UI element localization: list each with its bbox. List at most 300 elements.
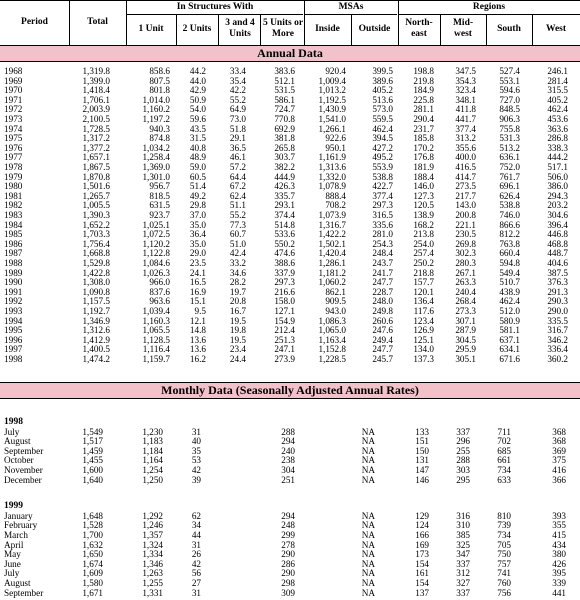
cell-msa: NA	[361, 426, 375, 437]
cell-total: 1,528	[82, 520, 103, 531]
cell-two-units: 16.5	[189, 277, 206, 288]
cell-period: 1992	[4, 296, 23, 307]
cell-midwest: 303	[456, 465, 470, 475]
cell-five-more: 383.6	[274, 66, 295, 76]
cell-total: 1,668.8	[82, 248, 110, 259]
cell-three-four: 46.1	[229, 152, 246, 163]
col-total: Total	[87, 17, 108, 27]
cell-west: 405.2	[547, 94, 568, 105]
cell-outside: 462.4	[372, 123, 393, 134]
cell-one-unit: 1,072.5	[142, 229, 170, 240]
cell-one-unit: 1,184	[142, 445, 163, 456]
cell-northeast: 133	[415, 426, 429, 437]
cell-outside: 249.4	[372, 334, 393, 345]
cell-midwest: 240.4	[455, 286, 476, 297]
cell-south: 594.8	[499, 258, 520, 268]
cell-west: 294.3	[547, 190, 568, 201]
cell-one-unit: 1,331	[142, 587, 163, 598]
cell-one-unit: 1,263	[142, 568, 163, 579]
cell-period: 1989	[4, 267, 23, 278]
cell-one-unit: 1,122.8	[142, 248, 170, 259]
cell-south: 510.7	[499, 277, 520, 288]
cell-outside: 316.5	[372, 210, 393, 220]
col-5-units-more: 5 Units or More	[262, 18, 304, 39]
divider	[260, 14, 261, 45]
cell-northeast: 173	[415, 549, 429, 560]
annual-data-band: Annual Data	[0, 45, 580, 62]
cell-midwest: 305.1	[455, 354, 476, 364]
cell-three-four: 77.3	[229, 219, 246, 230]
cell-northeast: 123.4	[413, 315, 434, 326]
cell-south: 538.8	[499, 200, 520, 211]
cell-msa: NA	[361, 465, 375, 475]
cell-northeast: 117.6	[413, 306, 434, 316]
cell-outside: 335.6	[372, 219, 393, 230]
cell-two-units: 16.2	[189, 354, 206, 364]
cell-five-more: 514.8	[274, 219, 295, 230]
cell-five-more: 335.7	[274, 190, 295, 201]
cell-west: 246.1	[547, 66, 568, 76]
cell-west: 387.5	[547, 267, 568, 278]
cell-period: January	[4, 510, 33, 521]
cell-west: 468.8	[547, 238, 568, 249]
cell-south: 634.1	[499, 344, 520, 355]
cell-two-units: 15.1	[189, 296, 206, 307]
cell-total: 1,756.4	[82, 238, 110, 249]
cell-period: 1970	[4, 85, 23, 96]
cell-three-four: 55.2	[229, 94, 246, 105]
cell-two-units: 51.4	[189, 181, 206, 192]
cell-west: 416	[552, 465, 566, 475]
cell-total: 1,312.6	[82, 325, 110, 336]
cell-midwest: 304.5	[455, 334, 476, 345]
cell-south: 685	[497, 445, 511, 456]
cell-one-unit: 1,357	[142, 530, 163, 540]
cell-msa: NA	[361, 578, 375, 588]
cell-period: 1969	[4, 75, 23, 86]
cell-south: 741	[497, 568, 511, 579]
cell-northeast: 184.9	[413, 85, 434, 96]
cell-two-units: 24.1	[189, 267, 206, 278]
cell-period: June	[4, 558, 21, 569]
cell-two-four: 31	[191, 426, 201, 437]
cell-west: 462.4	[547, 104, 568, 115]
cell-five-more: 154.9	[274, 315, 295, 326]
cell-total: 1,580	[82, 578, 103, 588]
cell-five-more: 692.9	[274, 123, 295, 134]
cell-midwest: 310	[456, 520, 470, 531]
cell-inside: 1,181.2	[318, 267, 346, 278]
cell-period: 1990	[4, 277, 23, 288]
cell-northeast: 219.8	[413, 75, 434, 86]
cell-west: 369	[552, 445, 566, 456]
cell-five-more: 531.5	[274, 85, 295, 96]
cell-midwest: 230.5	[455, 229, 476, 240]
cell-msa: NA	[361, 539, 375, 550]
cell-midwest: 302.3	[455, 248, 476, 259]
cell-five-more: 444.9	[274, 171, 295, 182]
cell-total: 1,390.3	[82, 210, 110, 220]
cell-northeast: 131	[415, 455, 429, 466]
cell-three-four: 36.5	[229, 142, 246, 153]
cell-midwest: 416.5	[455, 162, 476, 172]
cell-south: 848.5	[499, 104, 520, 115]
cell-south: 671.6	[499, 354, 520, 364]
cell-northeast: 170.2	[413, 142, 434, 153]
cell-three-four: 42.2	[229, 85, 246, 96]
cell-three-four: 51.1	[229, 200, 246, 211]
cell-inside: 1,073.9	[318, 210, 346, 220]
cell-two-four: 35	[191, 445, 201, 456]
cell-inside: 1,502.1	[318, 238, 346, 249]
cell-inside: 1,228.5	[318, 354, 346, 364]
cell-two-units: 60.5	[189, 171, 206, 182]
cell-five-more: 512.1	[274, 75, 295, 86]
cell-northeast: 188.4	[413, 171, 434, 182]
cell-outside: 241.7	[372, 267, 393, 278]
cell-two-units: 16.9	[189, 286, 206, 297]
cell-two-units: 29.0	[189, 248, 206, 259]
cell-five-more: 290	[281, 549, 295, 560]
cell-northeast: 218.8	[413, 267, 434, 278]
cell-northeast: 185.8	[413, 133, 434, 144]
cell-one-unit: 1,197.2	[142, 114, 170, 124]
cell-west: 290.3	[547, 296, 568, 307]
cell-two-four: 31	[191, 587, 201, 598]
cell-midwest: 411.8	[455, 104, 476, 115]
cell-south: 513.2	[499, 142, 520, 153]
col-2-units: 2 Units	[182, 24, 212, 34]
cell-west: 386.0	[547, 181, 568, 192]
cell-two-units: 37.0	[189, 210, 206, 220]
cell-midwest: 143.0	[455, 200, 476, 211]
cell-south: 527.4	[499, 66, 520, 76]
cell-midwest: 325	[456, 539, 470, 550]
cell-total: 1,377.2	[82, 142, 110, 153]
cell-five-more: 251.3	[274, 334, 295, 345]
cell-west: 517.1	[547, 162, 568, 172]
cell-south: 633	[497, 474, 511, 485]
cell-south: 594.6	[499, 85, 520, 96]
cell-midwest: 347.5	[455, 66, 476, 76]
cell-midwest: 377.4	[455, 123, 476, 134]
cell-inside: 708.2	[325, 200, 346, 211]
cell-west: 360.2	[547, 354, 568, 364]
cell-five-more: 273.9	[274, 354, 295, 364]
cell-northeast: 290.4	[413, 114, 434, 124]
cell-inside: 943.0	[325, 306, 346, 316]
cell-five-more: 337.9	[274, 267, 295, 278]
cell-period: 1982	[4, 200, 23, 211]
cell-five-more: 426.3	[274, 181, 295, 192]
cell-outside: 513.6	[372, 94, 393, 105]
cell-south: 756	[497, 587, 511, 598]
cell-msa: NA	[361, 510, 375, 521]
cell-south: 761.7	[499, 171, 520, 182]
cell-total: 1,609	[82, 568, 103, 579]
cell-west: 346.2	[547, 334, 568, 345]
cell-northeast: 225.8	[413, 94, 434, 105]
cell-midwest: 269.8	[455, 238, 476, 249]
cell-period: 1998	[4, 354, 23, 364]
cell-outside: 281.0	[372, 229, 393, 240]
cell-northeast: 157.7	[413, 277, 434, 288]
cell-west: 376.3	[547, 277, 568, 288]
cell-inside: 1,286.1	[318, 258, 346, 268]
cell-total: 1,157.5	[82, 296, 110, 307]
cell-inside: 1,316.7	[318, 219, 346, 230]
cell-one-unit: 631.5	[149, 200, 170, 211]
table-header	[0, 0, 580, 45]
cell-inside: 950.1	[325, 142, 346, 153]
cell-one-unit: 963.6	[149, 296, 170, 307]
cell-outside: 247.6	[372, 325, 393, 336]
cell-northeast: 151	[415, 436, 429, 447]
cell-west: 444.2	[547, 152, 568, 163]
col-midwest: Mid-west	[452, 18, 474, 39]
cell-period: 1993	[4, 306, 23, 316]
cell-one-unit: 1,246	[142, 520, 163, 531]
cell-two-units: 12.1	[189, 315, 206, 326]
cell-west: 290.0	[547, 306, 568, 316]
cell-inside: 1,420.4	[318, 248, 346, 259]
cell-total: 1,703.3	[82, 229, 110, 240]
cell-period: 1984	[4, 219, 23, 230]
cell-midwest: 268.4	[455, 296, 476, 307]
cell-midwest: 327	[456, 578, 470, 588]
cell-northeast: 161	[415, 568, 429, 579]
cell-northeast: 181.9	[413, 162, 434, 172]
col-period: Period	[21, 17, 48, 27]
cell-northeast: 176.8	[413, 152, 434, 163]
cell-west: 336.4	[547, 344, 568, 355]
cell-total: 1,728.5	[82, 123, 110, 134]
cell-period: 1994	[4, 315, 23, 326]
cell-three-four: 60.7	[229, 229, 246, 240]
cell-five-more: 238	[281, 455, 295, 466]
cell-outside: 553.9	[372, 162, 393, 172]
cell-two-four: 62	[191, 510, 201, 521]
cell-two-units: 35.0	[189, 238, 206, 249]
cell-inside: 1,060.2	[318, 277, 346, 288]
cell-period: 1971	[4, 94, 23, 105]
cell-two-four: 39	[191, 474, 201, 485]
cell-three-four: 73.0	[229, 114, 246, 124]
cell-midwest: 296	[456, 436, 470, 447]
cell-msa: NA	[361, 474, 375, 485]
cell-two-units: 31.5	[189, 133, 206, 144]
cell-south: 711	[497, 426, 511, 437]
table-row	[0, 355, 580, 365]
cell-south: 702	[497, 436, 511, 447]
cell-period: 1995	[4, 325, 23, 336]
cell-period: October	[4, 455, 34, 466]
cell-period: 1978	[4, 162, 23, 172]
cell-west: 393	[552, 510, 566, 521]
cell-midwest: 355.6	[455, 142, 476, 153]
cell-two-four: 31	[191, 539, 201, 550]
cell-west: 375	[552, 455, 566, 466]
cell-three-four: 55.2	[229, 210, 246, 220]
monthly-data-band: Monthly Data (Seasonally Adjusted Annual Rates)	[0, 382, 580, 399]
cell-outside: 538.8	[372, 171, 393, 182]
cell-three-four: 57.2	[229, 162, 246, 172]
cell-five-more: 724.7	[274, 104, 295, 115]
cell-northeast: 166	[415, 530, 429, 540]
cell-total: 1,459	[82, 445, 103, 456]
cell-period: 1976	[4, 142, 23, 153]
cell-five-more: 550.2	[274, 238, 295, 249]
cell-two-units: 29.8	[189, 200, 206, 211]
cell-total: 1,650	[82, 549, 103, 560]
cell-three-four: 19.5	[229, 334, 246, 345]
cell-two-units: 48.9	[189, 152, 206, 163]
cell-total: 1,640	[82, 474, 103, 485]
cell-outside: 573.0	[372, 104, 393, 115]
cell-midwest: 337	[456, 558, 470, 569]
cell-inside: 1,313.6	[318, 162, 346, 172]
cell-west: 316.7	[547, 325, 568, 336]
cell-two-units: 59.0	[189, 162, 206, 172]
cell-total: 1,319.8	[82, 66, 110, 76]
cell-five-more: 309	[281, 587, 295, 598]
cell-west: 338.3	[547, 142, 568, 153]
cell-one-unit: 1,160.2	[142, 104, 170, 115]
cell-outside: 422.7	[372, 181, 393, 192]
cell-outside: 249.8	[372, 306, 393, 316]
cell-three-four: 64.9	[229, 104, 246, 115]
cell-west: 368	[552, 436, 566, 447]
cell-northeast: 250.2	[413, 258, 434, 268]
cell-outside: 260.6	[372, 315, 393, 326]
cell-total: 1,090.8	[82, 286, 110, 297]
cell-northeast: 120.5	[413, 200, 434, 211]
cell-one-unit: 1,255	[142, 578, 163, 588]
col-south: South	[497, 24, 521, 34]
cell-midwest: 441.7	[455, 114, 476, 124]
cell-midwest: 414.7	[455, 171, 476, 182]
cell-midwest: 295	[456, 474, 470, 485]
cell-south: 705	[497, 539, 511, 550]
cell-outside: 245.7	[372, 354, 393, 364]
cell-one-unit: 966.0	[149, 277, 170, 288]
cell-south: 866.6	[499, 219, 520, 230]
cell-three-four: 19.8	[229, 325, 246, 336]
cell-five-more: 382.2	[274, 162, 295, 172]
cell-five-more: 212.4	[274, 325, 295, 336]
cell-outside: 297.3	[372, 200, 393, 211]
cell-northeast: 129	[415, 510, 429, 521]
cell-south: 553.1	[499, 75, 520, 86]
cell-northeast: 146	[415, 474, 429, 485]
cell-total: 1,455	[82, 455, 103, 466]
cell-midwest: 354.3	[455, 75, 476, 86]
cell-inside: 1,163.4	[318, 334, 346, 345]
cell-three-four: 23.4	[229, 344, 246, 355]
cell-five-more: 286	[281, 558, 295, 569]
cell-three-four: 24.4	[229, 354, 246, 364]
cell-period: 1972	[4, 104, 23, 115]
cell-total: 1,674	[82, 558, 103, 569]
divider	[218, 14, 219, 45]
cell-one-unit: 1,160.3	[142, 315, 170, 326]
cell-west: 415	[552, 530, 566, 540]
cell-south: 752.0	[499, 162, 520, 172]
cell-total: 1,501.6	[82, 181, 110, 192]
cell-period: 1986	[4, 238, 23, 249]
cell-five-more: 278	[281, 539, 295, 550]
cell-one-unit: 1,039.4	[142, 306, 170, 316]
cell-two-units: 9.5	[194, 306, 206, 316]
cell-one-unit: 1,065.5	[142, 325, 170, 336]
cell-one-unit: 1,334	[142, 549, 163, 560]
cell-south: 581.1	[499, 325, 520, 336]
cell-one-unit: 1,025.1	[142, 219, 170, 230]
cell-one-unit: 1,250	[142, 474, 163, 485]
cell-west: 368	[552, 426, 566, 437]
cell-total: 1,005.5	[82, 200, 110, 211]
cell-west: 339	[552, 578, 566, 588]
cell-inside: 1,009.4	[318, 75, 346, 86]
cell-one-unit: 1,026.3	[142, 267, 170, 278]
cell-three-four: 33.2	[229, 258, 246, 268]
col-northeast: North-east	[405, 18, 433, 39]
cell-midwest: 217.7	[455, 190, 476, 201]
group-regions: Regions	[472, 2, 506, 12]
cell-midwest: 400.0	[455, 152, 476, 163]
cell-northeast: 127.3	[413, 190, 434, 201]
cell-period: May	[4, 549, 21, 560]
cell-total: 1,418.4	[82, 85, 110, 96]
cell-south: 746.0	[499, 210, 520, 220]
cell-outside: 405.2	[372, 85, 393, 96]
cell-one-unit: 940.3	[149, 123, 170, 134]
cell-west: 281.4	[547, 75, 568, 86]
cell-outside: 495.2	[372, 152, 393, 163]
cell-one-unit: 1,324	[142, 539, 163, 550]
cell-northeast: 126.9	[413, 325, 434, 336]
cell-period: September	[4, 587, 44, 598]
cell-five-more: 288	[281, 426, 295, 437]
cell-northeast: 134.0	[413, 344, 434, 355]
cell-two-units: 50.9	[189, 94, 206, 105]
cell-five-more: 247.1	[274, 344, 295, 355]
cell-two-units: 14.8	[189, 325, 206, 336]
cell-northeast: 125.1	[413, 334, 434, 345]
cell-one-unit: 837.6	[149, 286, 170, 297]
cell-two-units: 54.0	[189, 104, 206, 115]
cell-five-more: 586.1	[274, 94, 295, 105]
cell-msa: NA	[361, 558, 375, 569]
cell-outside: 247.7	[372, 344, 393, 355]
cell-west: 453.6	[547, 114, 568, 124]
cell-period: December	[4, 474, 42, 485]
cell-south: 734	[497, 465, 511, 475]
cell-northeast: 257.4	[413, 248, 434, 259]
cell-northeast: 169	[415, 539, 429, 550]
cell-two-units: 23.5	[189, 258, 206, 268]
year-label: 1998	[4, 417, 23, 427]
cell-three-four: 19.7	[229, 286, 246, 297]
cell-total: 1,867.5	[82, 162, 110, 172]
cell-south: 661	[497, 455, 511, 466]
cell-total: 2,100.5	[82, 114, 110, 124]
cell-total: 1,192.7	[82, 306, 110, 316]
cell-midwest: 323.4	[455, 85, 476, 96]
col-outside: Outside	[358, 24, 391, 34]
cell-five-more: 374.4	[274, 210, 295, 220]
cell-two-four: 40	[191, 436, 201, 447]
